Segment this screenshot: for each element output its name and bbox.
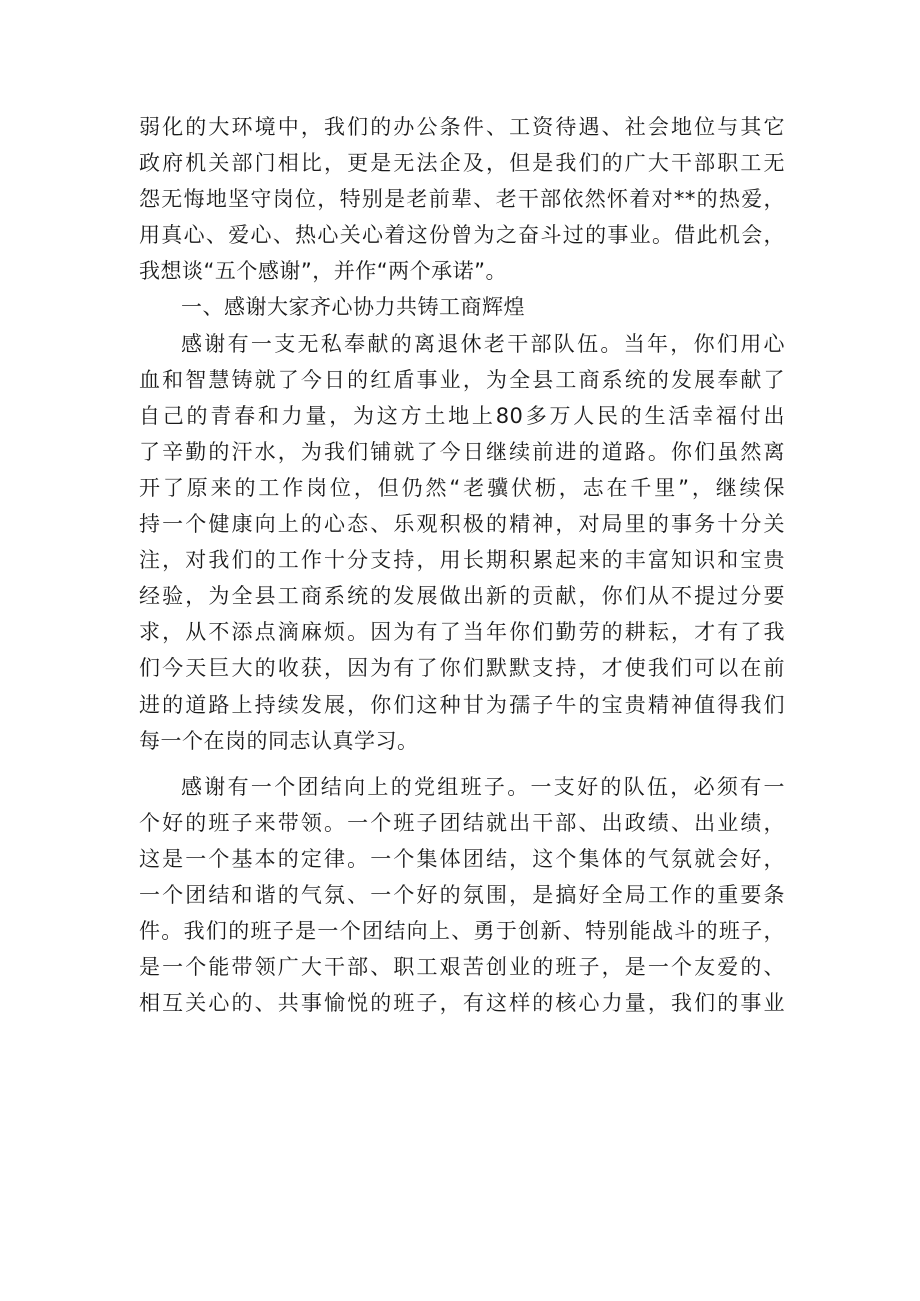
text-line: 是一个能带领广大干部、职工艰苦创业的班子，是一个友爱的、: [139, 955, 785, 980]
text-line: 我想谈“五个感谢”，并作“两个承诺”。: [139, 259, 508, 284]
text-line: 政府机关部门相比，更是无法企及，但是我们的广大干部职工无: [139, 151, 785, 176]
text-line: 个好的班子来带领。一个班子团结就出干部、出政绩、出业绩，: [139, 810, 785, 835]
text-line: 求，从不添点滴麻烦。因为有了当年你们勤劳的耕耘，才有了我: [139, 620, 785, 645]
text-line: 自己的青春和力量，为这方土地上80多万人民的生活幸福付出: [139, 403, 785, 428]
text-line: 一个团结和谐的气氛、一个好的氛围，是搞好全局工作的重要条: [139, 882, 785, 907]
text-line: 持一个健康向上的心态、乐观积极的精神，对局里的事务十分关: [139, 512, 785, 537]
text-line: 感谢有一个团结向上的党组班子。一支好的队伍，必须有一: [181, 774, 785, 799]
text-line: 经验，为全县工商系统的发展做出新的贡献，你们从不提过分要: [139, 584, 785, 609]
paragraph-party-group: [139, 769, 785, 1022]
text-line: 怨无悔地坚守岗位，特别是老前辈、老干部依然怀着对**的热爱，: [139, 187, 785, 212]
text-line: 们今天巨大的收获，因为有了你们默默支持，才使我们可以在前: [139, 656, 785, 681]
text-line: 感谢有一支无私奉献的离退休老干部队伍。当年，你们用心: [181, 331, 785, 356]
text-line: 血和智慧铸就了今日的红盾事业，为全县工商系统的发展奉献了: [139, 367, 785, 392]
text-line: 每一个在岗的同志认真学习。: [139, 728, 419, 753]
section-heading: 一、感谢大家齐心协力共铸工商辉煌: [181, 295, 525, 320]
document-body: [139, 109, 785, 1021]
paragraph-retired-cadres: [139, 326, 785, 759]
text-line: 弱化的大环境中，我们的办公条件、工资待遇、社会地位与其它: [139, 115, 785, 139]
text-line: 件。我们的班子是一个团结向上、勇于创新、特别能战斗的班子，: [139, 919, 785, 944]
text-line: 了辛勤的汗水，为我们铺就了今日继续前进的道路。你们虽然离: [139, 439, 785, 464]
text-line: 进的道路上持续发展，你们这种甘为孺子牛的宝贵精神值得我们: [139, 692, 785, 717]
text-line: 这是一个基本的定律。一个集体团结，这个集体的气氛就会好，: [139, 846, 785, 871]
paragraph-continuation: [139, 109, 785, 289]
text-line: 注，对我们的工作十分支持，用长期积累起来的丰富知识和宝贵: [139, 548, 785, 573]
text-line: 用真心、爱心、热心关心着这份曾为之奋斗过的事业。借此机会，: [139, 223, 785, 248]
text-line: 开了原来的工作岗位，但仍然“老骥伏枥，志在千里”，继续保: [139, 475, 785, 500]
text-line: 相互关心的、共事愉悦的班子，有这样的核心力量，我们的事业: [139, 991, 785, 1016]
paragraph-spacer: [139, 759, 785, 769]
